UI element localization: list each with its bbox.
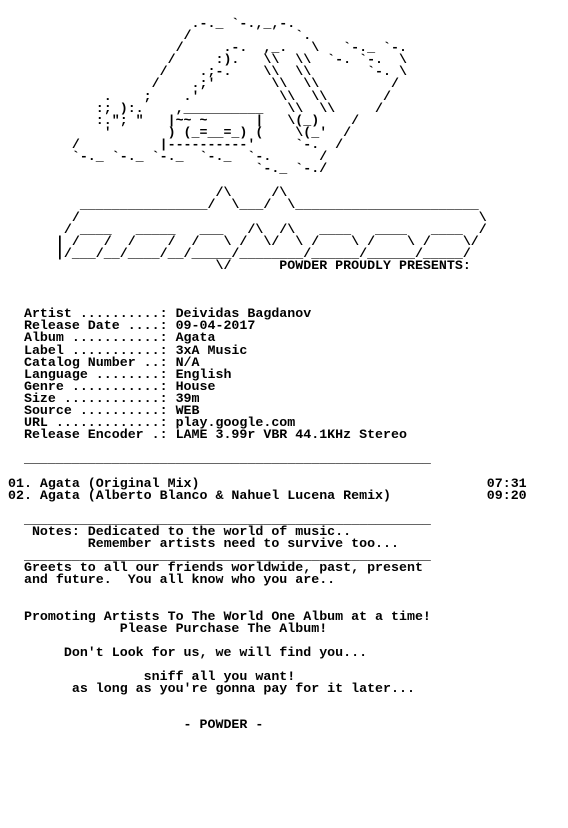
- nfo-line: Remember artists need to survive too...: [8, 536, 399, 552]
- nfo-line: / :). \\ \\ `-. `-. \: [8, 52, 407, 68]
- nfo-line: ___________________________________________________: [8, 451, 431, 467]
- nfo-line: :; ):. ,__________ \\ \\ /: [8, 100, 384, 116]
- nfo-line: .-._ `-.,_,-.: [8, 16, 296, 31]
- nfo-line: / ____ _____ ___ /\ /\ ____ ____ ____ /: [8, 221, 487, 237]
- nfo-line: :."; " |~~ ~ | \(_) /: [8, 112, 360, 128]
- nfo-line: and future. You all know who you are..: [8, 572, 336, 588]
- nfo-line: Language ........: English: [8, 366, 232, 382]
- nfo-line: Don't Look for us, we will find you...: [8, 644, 368, 660]
- nfo-line: Promoting Artists To The World One Album at a time!: [8, 608, 431, 624]
- nfo-line: /\ /\: [8, 185, 288, 201]
- nfo-line: 01. Agata (Original Mix) 07:31: [8, 475, 527, 491]
- nfo-line: `-._ `-._ `-._ `-._ `-. /: [8, 149, 328, 165]
- nfo-line: | / / / / / \ / \/ \ / \ / \ / \/: [8, 233, 479, 249]
- nfo-line: URL .............: play.google.com: [8, 415, 296, 431]
- nfo-line: Source ..........: WEB: [8, 403, 200, 418]
- nfo-line: ' ) (_=__=_) ( \(_' /: [8, 124, 352, 140]
- nfo-text: [8, 18, 527, 732]
- nfo-line: Album ...........: Agata: [8, 330, 216, 346]
- nfo-line: / \: [8, 209, 487, 225]
- nfo-line: ________________/ \___/ \_______________________: [8, 197, 479, 213]
- nfo-line: - POWDER -: [8, 717, 264, 733]
- nfo-line: / |----------' `-. /: [8, 136, 344, 152]
- nfo-line: 02. Agata (Alberto Blanco & Nahuel Lucena Remix) 09:20: [8, 487, 527, 503]
- nfo-line: Artist ..........: Deividas Bagdanov: [8, 306, 312, 322]
- nfo-line: |/___/__/____/__/_____/________/______/______/_____/: [8, 245, 471, 261]
- nfo-line: Notes: Dedicated to the world of music..: [8, 523, 352, 539]
- nfo-line: \/ POWDER PROUDLY PRESENTS:: [8, 257, 471, 273]
- nfo-line: . ; .' \\ \\ /: [8, 88, 392, 104]
- nfo-line: as long as you're gonna pay for it later...: [8, 681, 415, 697]
- nfo-line: `-._ `-./: [8, 161, 328, 177]
- nfo-line: ___________________________________________________: [8, 511, 431, 527]
- nfo-line: Release Encoder .: LAME 3.99r VBR 44.1KHz Stereo: [8, 427, 407, 443]
- nfo-line: ___________________________________________________: [8, 548, 431, 564]
- nfo-line: Catalog Number ..: N/A: [8, 354, 200, 370]
- nfo-line: / .-. ,_. \ `-._ `-.: [8, 40, 407, 56]
- nfo-line: Size ............: 39m: [8, 390, 200, 406]
- nfo-line: Release Date ....: 09-04-2017: [8, 318, 256, 334]
- nfo-line: Please Purchase The Album!: [8, 620, 328, 636]
- nfo-line: Genre ...........: House: [8, 378, 216, 394]
- nfo-line: sniff all you want!: [8, 669, 296, 685]
- nfo-line: / .;' \\ \\ /: [8, 76, 399, 92]
- nfo-line: Label ...........: 3xA Music: [8, 342, 248, 358]
- nfo-line: / `.: [8, 28, 312, 44]
- nfo-line: / .;-. \\ \\ `-. \: [8, 64, 407, 80]
- nfo-line: Greets to all our friends worldwide, past, present: [8, 560, 423, 576]
